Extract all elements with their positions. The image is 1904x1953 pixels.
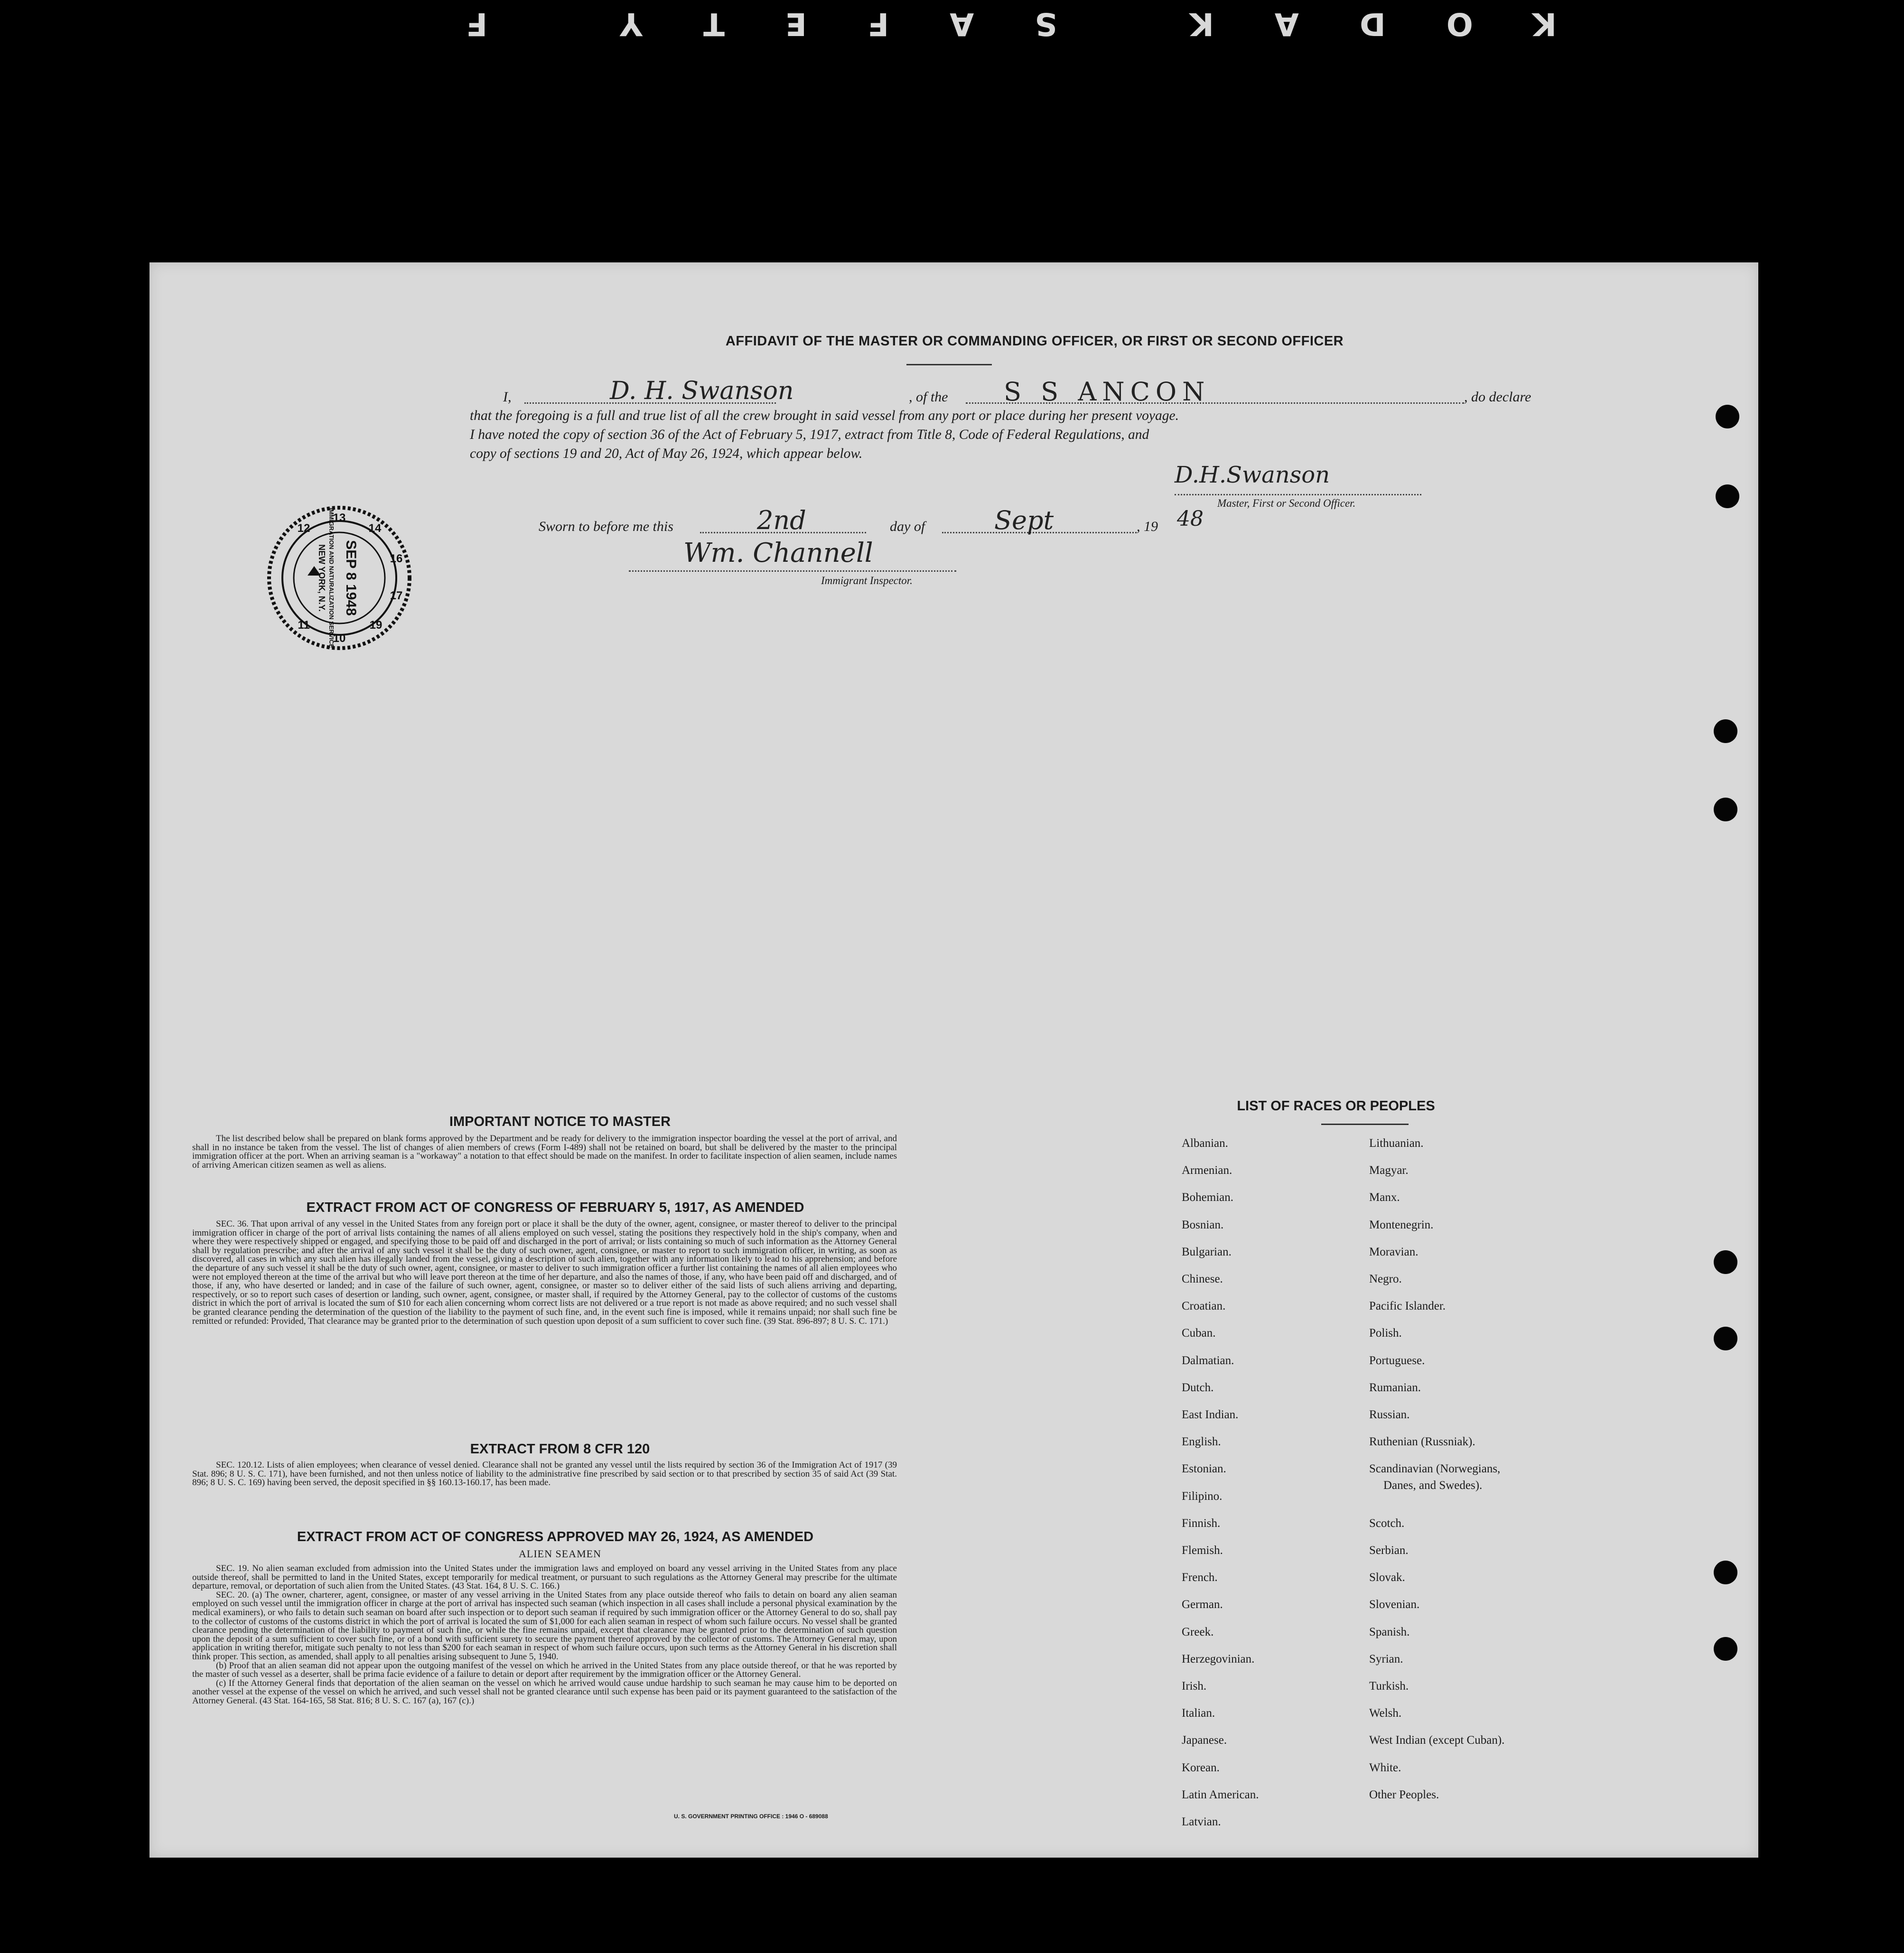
- race-item: Cuban.: [1182, 1327, 1216, 1340]
- race-item: Herzegovinian.: [1182, 1652, 1255, 1665]
- race-item: Ruthenian (Russniak).: [1369, 1435, 1475, 1449]
- race-item: Manx.: [1369, 1191, 1400, 1204]
- extract-1924-paragraph: (b) Proof that an alien seaman did not appear upon the outgoing manifest of the vessel on which he arrived in the United States from any place outside thereof, or that he was reported by the master of such vessel as a deserter, shall be prima facie evidence of a failure to detain or deport after requirement by the immigration officer or the Attorney General.: [192, 1660, 897, 1680]
- sworn-month: Sept: [994, 505, 1054, 535]
- of-the-label: , of the: [909, 389, 948, 405]
- race-item: English.: [1182, 1435, 1221, 1449]
- stamp-number: 11: [298, 619, 310, 632]
- extract-1924-paragraph: SEC. 20. (a) The owner, charterer, agent, consignee, or master of any vessel arriving in the United States from any place outside thereof who fails to detain on board any alien seaman employed on such vessel until the immigration officer in charge at the port of arrival has inspected such seaman (which inspection in all cases shall include a personal physical examination by the medical examiners), or who fails to detain such seaman on board after such inspection or to deport such seaman if required by such immigration officer or the Attorney General to do so, shall pay to the collector of customs of the customs district in which the port of arrival is located the sum of $1,000 for each alien seaman in respect of whom such failure occurs. No vessel shall be granted clearance pending the determination of the liability to payment of such fine, or while the fine remains unpaid, except that clearance may be granted prior to the determination of such question upon the deposit of a sum sufficient to cover such fine, or of a bond with sufficient surety to secure the payment thereof approved by the collector of customs. The Attorney General may, upon application in writing therefor, mitigate such penalty to not less than $200 for each seaman in respect of whom such failure occurs, upon such terms as the Attorney General in his discretion shall think proper. This section, as amended, shall apply to all penalties arising subsequent to June 5, 1940.: [192, 1590, 897, 1662]
- extract-1924-title: EXTRACT FROM ACT OF CONGRESS APPROVED MAY 26, 1924, AS AMENDED: [297, 1529, 814, 1544]
- notice-paragraph: The list described below shall be prepared on blank forms approved by the Department and be ready for delivery to the immigration inspector boarding the vessel at the port of arrival, and shall in no instance be taken from the vessel. The list of changes of alien members of crews (Form I-489) shall not be retained on board, but shall be delivered by the master to the principal immigration officer at the port. When an arriving seaman is a "workaway" a notation to that effect should be made on the manifest. In order to facilitate inspection of alien seamen, include names of arriving American citizen seamen as well as aliens.: [192, 1134, 897, 1170]
- race-item: Pacific Islander.: [1369, 1300, 1446, 1313]
- stamp-agency: IMMIGRATION AND NATURALIZATION SERVICE: [328, 507, 335, 649]
- binder-hole: [1714, 1327, 1737, 1350]
- race-item: Latin American.: [1182, 1788, 1259, 1801]
- affidavit-title: AFFIDAVIT OF THE MASTER OR COMMANDING OFFICER, OR FIRST OR SECOND OFFICER: [725, 334, 1344, 349]
- stamp-number: 19: [369, 619, 383, 632]
- stamp-place: NEW YORK, N.Y.: [317, 544, 327, 612]
- affidavit-i-label: I,: [503, 389, 512, 405]
- sworn-day: 2nd: [757, 505, 806, 535]
- race-item: Scotch.: [1369, 1516, 1405, 1530]
- manifest-page: [149, 262, 1758, 1858]
- stamp-number: 13: [333, 512, 346, 524]
- binder-hole: [1714, 1637, 1737, 1661]
- races-title-rule: [1321, 1124, 1409, 1125]
- extract-1917-text: [192, 1220, 897, 1326]
- printing-office-line: U. S. GOVERNMENT PRINTING OFFICE : 1946 O - 689088: [674, 1813, 828, 1820]
- extract-cfr-paragraph: SEC. 120.12. Lists of alien employees; when clearance of vessel denied. Clearance shall not be granted any vessel until the lists required by section 36 of the Immigration Act of 1917 (39 Stat. 896; 8 U. S. C. 171), have been furnished, and not then unless notice of liability to the administrative fine prescribed by said section or to that prescribed by section 35 of said Act (39 Stat. 896; 8 U. S. C. 169) having been served, the deposit specified in §§ 160.13-160.17, has been made.: [192, 1460, 897, 1488]
- race-item: Bulgarian.: [1182, 1245, 1232, 1258]
- race-item: Rumanian.: [1369, 1381, 1421, 1394]
- affidavit-line-3: I have noted the copy of section 36 of the Act of February 5, 1917, extract from Title 8, Code of Federal Regulations, and: [470, 427, 1149, 442]
- extract-cfr-title: EXTRACT FROM 8 CFR 120: [470, 1442, 650, 1457]
- stamp-number: 17: [390, 589, 403, 602]
- race-item: Korean.: [1182, 1761, 1220, 1774]
- sworn-label: Sworn to before me this: [539, 519, 673, 534]
- extract-1924-text: [192, 1564, 897, 1706]
- binder-hole: [1714, 1250, 1737, 1274]
- race-item: Serbian.: [1369, 1544, 1409, 1557]
- extract-1924-paragraph: SEC. 19. No alien seaman excluded from admission into the United States under the immigration laws and employed on board any vessel arriving in the United States from any place outside thereof, shall be permitted to land in the United States, except temporarily for medical treatment, or pursuant to such regulations as the Attorney General may prescribe for the ultimate departure, removal, or deportation of such alien from the United States. (43 Stat. 164, 8 U. S. C. 166.): [192, 1563, 897, 1591]
- race-item: Russian.: [1369, 1408, 1410, 1421]
- race-item: Danes, and Swedes).: [1383, 1479, 1483, 1492]
- race-item: Other Peoples.: [1369, 1788, 1439, 1801]
- race-item: Magyar.: [1369, 1164, 1409, 1177]
- race-item: Italian.: [1182, 1707, 1215, 1720]
- year-prefix: , 19: [1137, 519, 1158, 534]
- inspector-signature-line: [629, 570, 956, 572]
- master-signature: D.H.Swanson: [1175, 462, 1330, 488]
- binder-hole: [1714, 1561, 1737, 1584]
- race-item: Estonian.: [1182, 1462, 1226, 1476]
- race-item: Bohemian.: [1182, 1191, 1234, 1204]
- race-item: Chinese.: [1182, 1273, 1223, 1285]
- inspector-signature: Wm. Channell: [683, 538, 873, 568]
- race-item: East Indian.: [1182, 1408, 1239, 1421]
- extract-cfr-text: [192, 1461, 897, 1488]
- race-item: Welsh.: [1369, 1707, 1402, 1720]
- race-item: Bosnian.: [1182, 1218, 1224, 1231]
- race-item: Negro.: [1369, 1273, 1402, 1285]
- race-item: Portuguese.: [1369, 1354, 1425, 1367]
- stamp-number: 14: [368, 522, 382, 535]
- race-item: Slovak.: [1369, 1571, 1405, 1584]
- stamp-number: 12: [297, 522, 310, 535]
- binder-hole: [1714, 719, 1737, 743]
- day-of-label: day of: [890, 519, 925, 534]
- race-item: Turkish.: [1369, 1680, 1409, 1693]
- binder-hole: [1716, 484, 1739, 508]
- sworn-year: 48: [1177, 507, 1204, 531]
- affidavit-line-2: that the foregoing is a full and true list of all the crew brought in said vessel from any port or place during her present voyage.: [470, 408, 1179, 423]
- stamp-number: 10: [333, 632, 346, 645]
- race-item: Dalmatian.: [1182, 1354, 1234, 1367]
- extract-1924-paragraph: (c) If the Attorney General finds that deportation of the alien seaman on the vessel on which he arrived would cause undue hardship to such seaman he may cause him to be deported on another vessel at the expense of the vessel on which he arrived, and such vessel shall not be granted clearance until such expense has been paid or its payment guaranteed to the satisfaction of the Attorney General. (43 Stat. 164-165, 58 Stat. 816; 8 U. S. C. 167 (a), 167 (c).): [192, 1678, 897, 1706]
- immigration-date-stamp: [266, 504, 413, 651]
- title-rule: [906, 364, 992, 365]
- notice-title: IMPORTANT NOTICE TO MASTER: [449, 1114, 671, 1129]
- race-item: Lithuanian.: [1369, 1137, 1424, 1150]
- race-item: Finnish.: [1182, 1516, 1221, 1530]
- race-item: Greek.: [1182, 1625, 1214, 1638]
- race-item: Slovenian.: [1369, 1598, 1420, 1611]
- stamp-date: SEP 8 1948: [343, 540, 359, 616]
- race-item: Flemish.: [1182, 1544, 1223, 1557]
- race-item: Latvian.: [1182, 1815, 1221, 1828]
- race-item: Montenegrin.: [1369, 1218, 1434, 1231]
- master-name: D. H. Swanson: [610, 377, 794, 405]
- do-declare-label: , do declare: [1464, 389, 1531, 405]
- vessel-name: S S ANCON: [1004, 377, 1211, 407]
- race-item: White.: [1369, 1761, 1401, 1774]
- binder-hole: [1714, 798, 1737, 821]
- race-item: Irish.: [1182, 1680, 1207, 1693]
- race-item: Scandinavian (Norwegians,: [1369, 1462, 1501, 1476]
- race-item: Filipino.: [1182, 1489, 1223, 1503]
- master-signature-line: [1175, 494, 1421, 495]
- race-item: Albanian.: [1182, 1137, 1228, 1150]
- race-item: Japanese.: [1182, 1734, 1227, 1747]
- race-item: Syrian.: [1369, 1652, 1403, 1665]
- race-item: Polish.: [1369, 1327, 1402, 1340]
- race-item: Spanish.: [1369, 1625, 1410, 1638]
- extract-1924-subtitle: ALIEN SEAMEN: [519, 1548, 601, 1560]
- master-caption: Master, First or Second Officer.: [1217, 497, 1356, 509]
- races-title: LIST OF RACES OR PEOPLES: [1237, 1098, 1435, 1114]
- notice-text: [192, 1135, 897, 1170]
- race-item: Croatian.: [1182, 1300, 1226, 1313]
- race-item: Moravian.: [1369, 1245, 1419, 1258]
- film-edge-strip: [0, 0, 1904, 57]
- binder-hole: [1716, 405, 1739, 428]
- race-item: German.: [1182, 1598, 1223, 1611]
- race-item: West Indian (except Cuban).: [1369, 1734, 1505, 1747]
- race-item: Dutch.: [1182, 1381, 1214, 1394]
- race-item: Armenian.: [1182, 1164, 1232, 1177]
- stamp-number: 16: [390, 552, 403, 565]
- film-edge-text: KODAK SAFETY F: [405, 6, 1557, 42]
- extract-1917-title: EXTRACT FROM ACT OF CONGRESS OF FEBRUARY 5, 1917, AS AMENDED: [306, 1200, 804, 1215]
- extract-1917-paragraph: SEC. 36. That upon arrival of any vessel in the United States from any foreign port or place it shall be the duty of the owner, agent, consignee, or master thereof to deliver to the principal immigration officer in charge of the port of arrival lists containing the names of all aliens employed on such vessel, stating the positions they respectively hold in the ship's company, when and where they were respectively shipped or engaged, and specifying those to be paid off and discharged in the port of arrival; or lists containing so much of such information as the Attorney General shall by regulation prescribe; and after the arrival of any such vessel it shall be the duty of such owner, agent, consignee, or master to report to such immigration officer, in writing, as soon as discovered, all cases in which any such alien has illegally landed from the vessel, giving a description of such alien, together with any information likely to lead to his apprehension; and before the departure of any such vessel it shall be the duty of such owner, agent, consignee, or master to deliver to such immigration officer a further list containing the names of all alien employees who were not employed thereon at the time of the arrival but who will leave port thereon at the time of her departure, and also the names of those, if any, who have been paid off and discharged, and of those, if any, who have deserted or landed; and in case of the failure of such owner, agent, consignee, or master so to deliver either of the said lists of such aliens arriving and departing, respectively, or so to report such cases of desertion or landing, such owner, agent, consignee, or master shall, if required by the Attorney General, pay to the collector of customs of the customs district in which the port of arrival is located the sum of $10 for each alien concerning whom correct lists are not delivered or a true report is not made as above required; and no such vessel shall be granted clearance pending the determination of the question of the liability to the payment of such fine, and, in the event such fine is imposed, while it remains unpaid; nor shall such fine be remitted or refunded: Provided, That clearance may be granted prior to the determination of such question upon deposit of a sum sufficient to cover such fine. (39 Stat. 896-897; 8 U. S. C. 171.): [192, 1219, 897, 1326]
- affidavit-line-4: copy of sections 19 and 20, Act of May 26, 1924, which appear below.: [470, 446, 863, 461]
- race-item: French.: [1182, 1571, 1218, 1584]
- inspector-caption: Immigrant Inspector.: [821, 575, 913, 586]
